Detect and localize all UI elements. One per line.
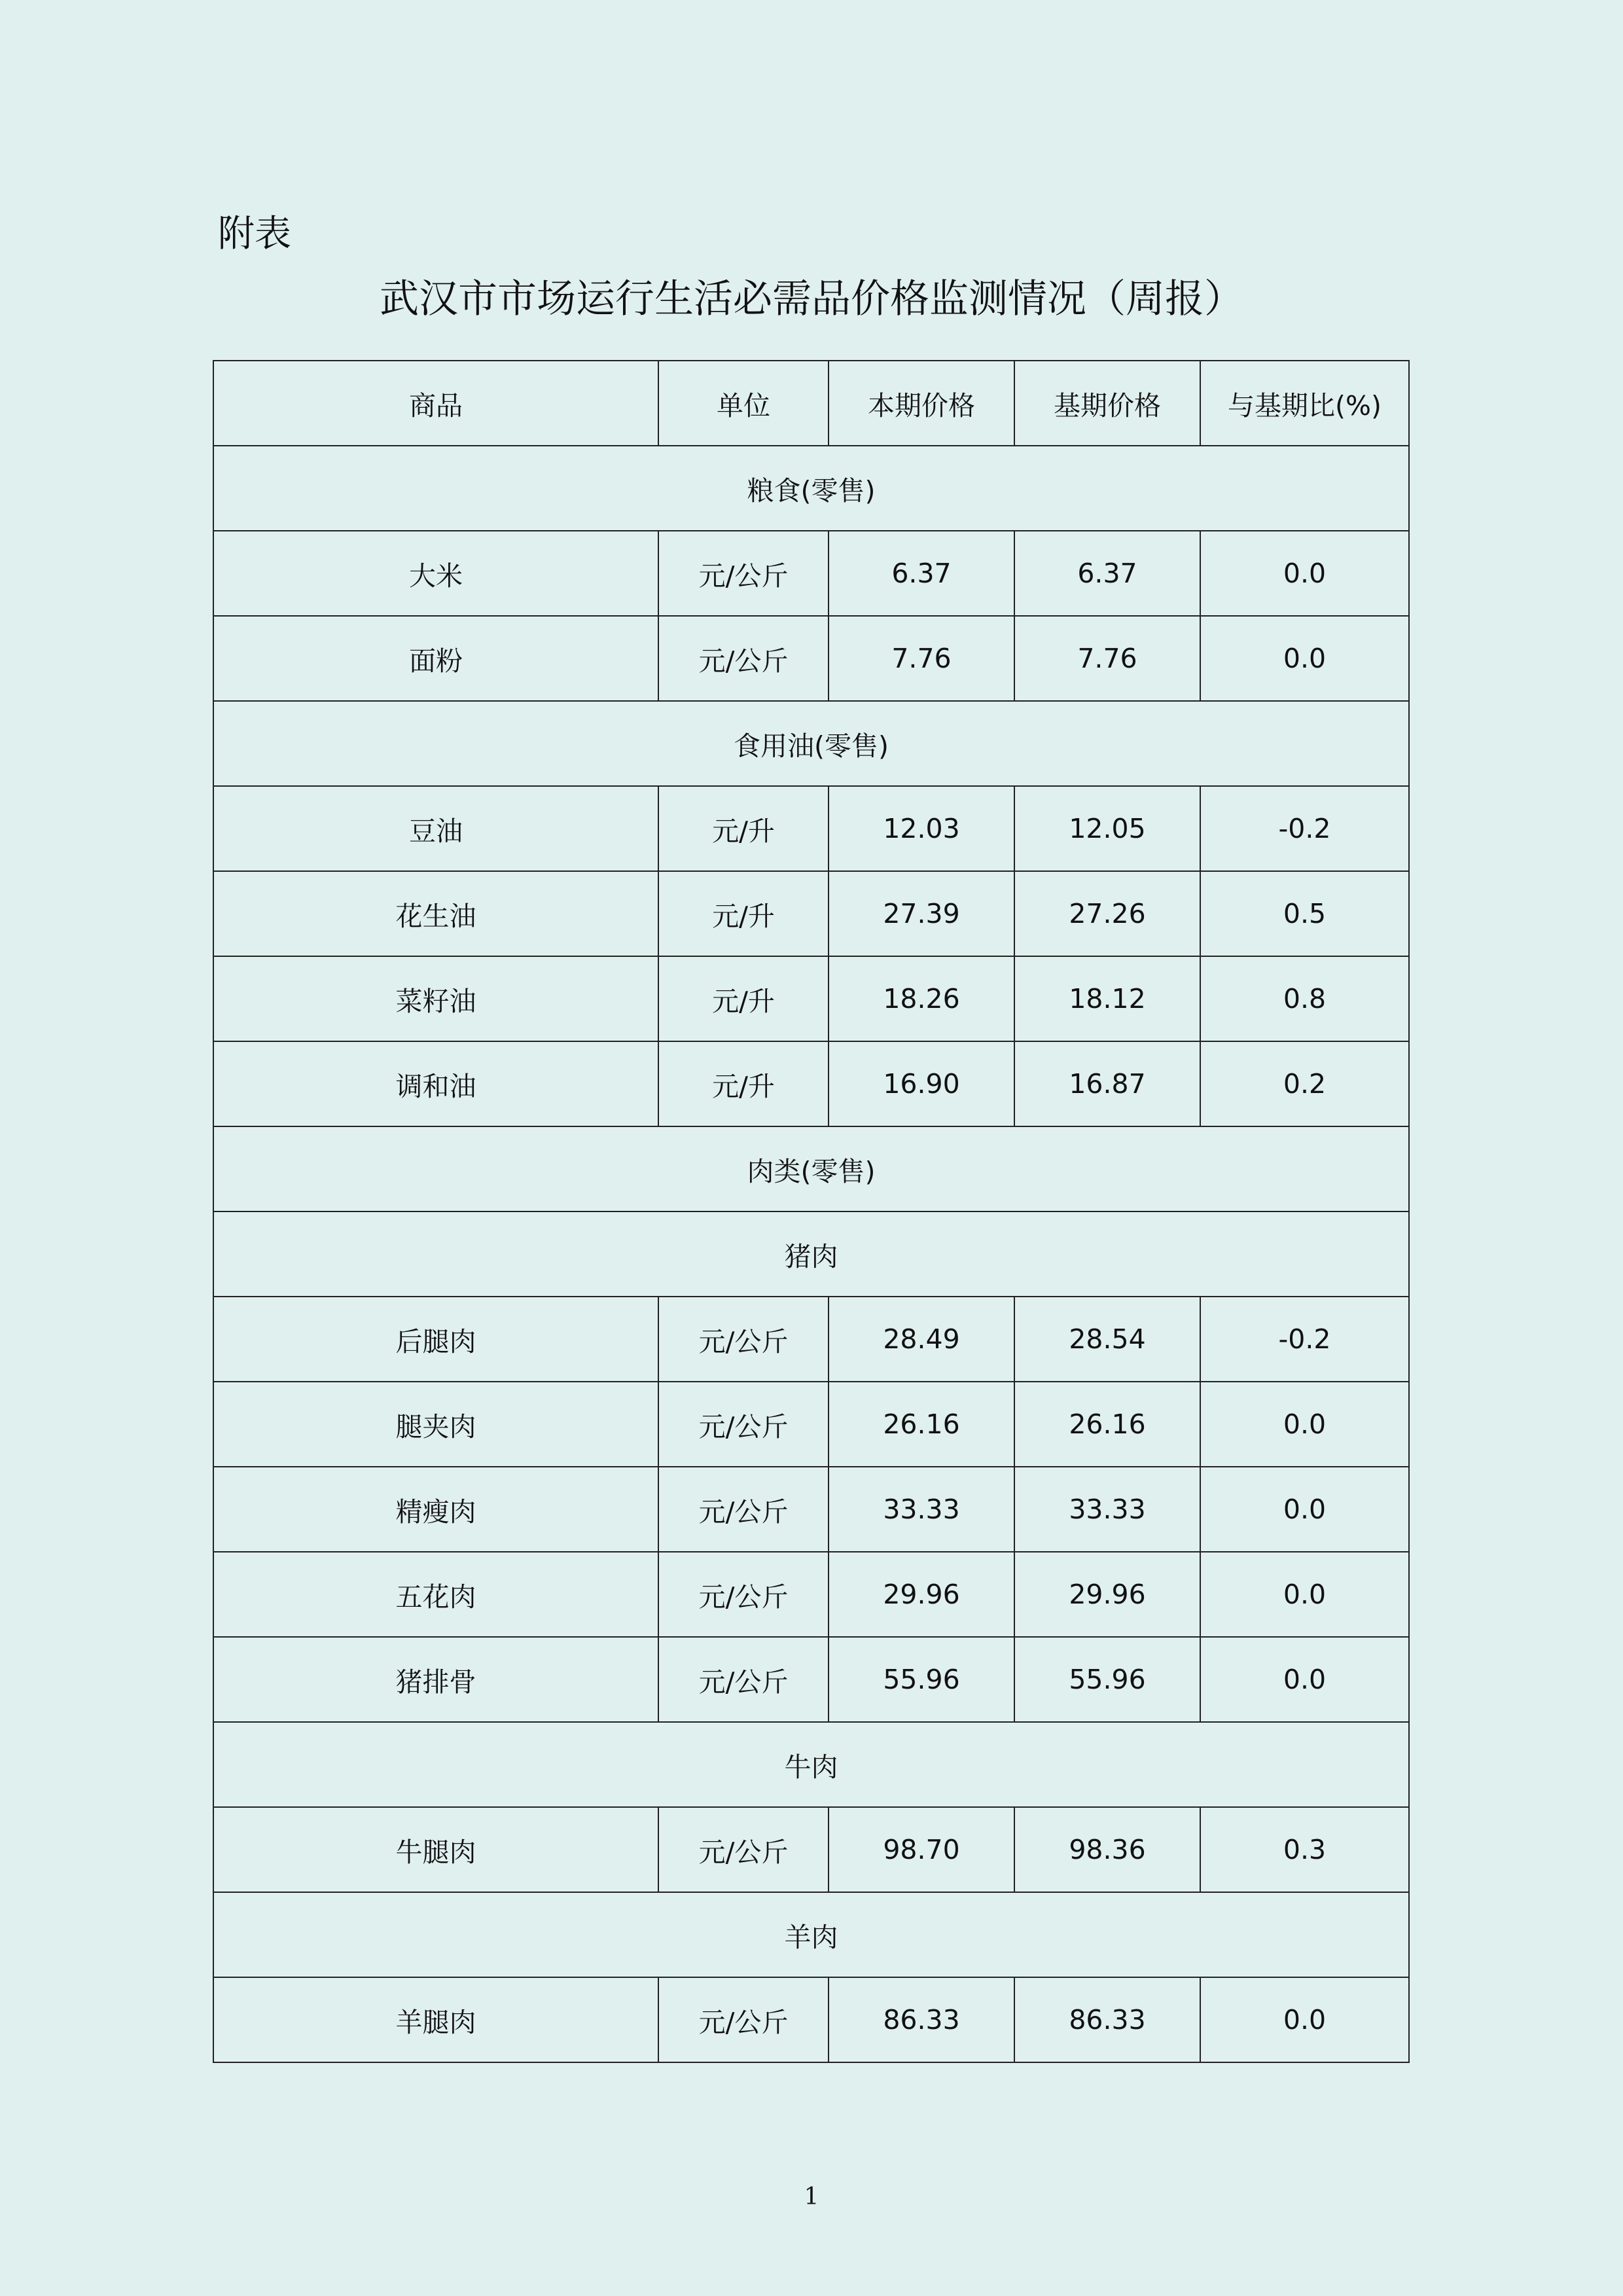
table-row	[213, 786, 1409, 871]
attachment-label: 附表	[218, 213, 291, 255]
category-label: 食用油(零售)	[213, 701, 1409, 786]
cell-change-percent: 0.0	[1200, 1467, 1409, 1552]
cell-change-percent: -0.2	[1200, 1297, 1409, 1382]
document-title: 武汉市市场运行生活必需品价格监测情况（周报）	[380, 276, 1243, 322]
cell-base-price: 12.05	[1014, 786, 1200, 871]
cell-commodity: 牛腿肉	[213, 1807, 658, 1892]
category-row	[213, 1211, 1409, 1297]
cell-base-price: 86.33	[1014, 1977, 1200, 2062]
page-number: 1	[804, 2183, 819, 2210]
cell-base-price: 6.37	[1014, 531, 1200, 616]
table-row	[213, 956, 1409, 1041]
cell-unit: 元/公斤	[658, 1297, 829, 1382]
table-row	[213, 1041, 1409, 1126]
cell-current-price: 98.70	[829, 1807, 1014, 1892]
table-row	[213, 1637, 1409, 1722]
cell-base-price: 29.96	[1014, 1552, 1200, 1637]
cell-change-percent: 0.0	[1200, 1552, 1409, 1637]
category-label: 猪肉	[213, 1211, 1409, 1297]
cell-unit: 元/公斤	[658, 1807, 829, 1892]
cell-base-price: 26.16	[1014, 1382, 1200, 1467]
cell-unit: 元/公斤	[658, 616, 829, 701]
cell-unit: 元/公斤	[658, 1382, 829, 1467]
header-cell-current-price: 本期价格	[829, 361, 1014, 446]
cell-base-price: 18.12	[1014, 956, 1200, 1041]
cell-current-price: 33.33	[829, 1467, 1014, 1552]
table-row	[213, 1977, 1409, 2062]
cell-current-price: 7.76	[829, 616, 1014, 701]
price-table	[213, 360, 1410, 2063]
category-label: 肉类(零售)	[213, 1126, 1409, 1211]
cell-change-percent: -0.2	[1200, 786, 1409, 871]
cell-current-price: 16.90	[829, 1041, 1014, 1126]
cell-change-percent: 0.0	[1200, 531, 1409, 616]
cell-current-price: 86.33	[829, 1977, 1014, 2062]
cell-current-price: 18.26	[829, 956, 1014, 1041]
table-row	[213, 531, 1409, 616]
cell-commodity: 豆油	[213, 786, 658, 871]
cell-commodity: 菜籽油	[213, 956, 658, 1041]
cell-change-percent: 0.3	[1200, 1807, 1409, 1892]
table-row	[213, 871, 1409, 956]
cell-base-price: 16.87	[1014, 1041, 1200, 1126]
category-row	[213, 1126, 1409, 1211]
cell-commodity: 猪排骨	[213, 1637, 658, 1722]
cell-unit: 元/公斤	[658, 1977, 829, 2062]
cell-change-percent: 0.8	[1200, 956, 1409, 1041]
header-cell-change-percent: 与基期比(%)	[1200, 361, 1409, 446]
table-header-row	[213, 361, 1409, 446]
cell-commodity: 腿夹肉	[213, 1382, 658, 1467]
header-cell-base-price: 基期价格	[1014, 361, 1200, 446]
cell-base-price: 55.96	[1014, 1637, 1200, 1722]
price-table-body	[213, 361, 1409, 2062]
cell-base-price: 33.33	[1014, 1467, 1200, 1552]
cell-commodity: 羊腿肉	[213, 1977, 658, 2062]
cell-change-percent: 0.0	[1200, 1382, 1409, 1467]
cell-base-price: 28.54	[1014, 1297, 1200, 1382]
cell-current-price: 26.16	[829, 1382, 1014, 1467]
category-label: 粮食(零售)	[213, 446, 1409, 531]
table-row	[213, 1297, 1409, 1382]
cell-change-percent: 0.0	[1200, 616, 1409, 701]
cell-unit: 元/公斤	[658, 531, 829, 616]
cell-unit: 元/升	[658, 1041, 829, 1126]
cell-unit: 元/公斤	[658, 1467, 829, 1552]
cell-change-percent: 0.0	[1200, 1977, 1409, 2062]
category-row	[213, 446, 1409, 531]
table-row	[213, 616, 1409, 701]
table-row	[213, 1382, 1409, 1467]
cell-unit: 元/升	[658, 871, 829, 956]
cell-commodity: 五花肉	[213, 1552, 658, 1637]
category-label: 牛肉	[213, 1722, 1409, 1807]
cell-current-price: 29.96	[829, 1552, 1014, 1637]
cell-unit: 元/升	[658, 956, 829, 1041]
cell-change-percent: 0.0	[1200, 1637, 1409, 1722]
category-row	[213, 701, 1409, 786]
cell-base-price: 27.26	[1014, 871, 1200, 956]
cell-change-percent: 0.5	[1200, 871, 1409, 956]
cell-unit: 元/公斤	[658, 1552, 829, 1637]
cell-commodity: 后腿肉	[213, 1297, 658, 1382]
category-row	[213, 1722, 1409, 1807]
cell-current-price: 12.03	[829, 786, 1014, 871]
cell-base-price: 7.76	[1014, 616, 1200, 701]
cell-commodity: 大米	[213, 531, 658, 616]
table-row	[213, 1467, 1409, 1552]
cell-commodity: 精瘦肉	[213, 1467, 658, 1552]
cell-current-price: 27.39	[829, 871, 1014, 956]
cell-change-percent: 0.2	[1200, 1041, 1409, 1126]
table-row	[213, 1807, 1409, 1892]
cell-commodity: 面粉	[213, 616, 658, 701]
header-cell-unit: 单位	[658, 361, 829, 446]
cell-current-price: 28.49	[829, 1297, 1014, 1382]
header-cell-commodity: 商品	[213, 361, 658, 446]
cell-commodity: 花生油	[213, 871, 658, 956]
category-label: 羊肉	[213, 1892, 1409, 1977]
cell-current-price: 55.96	[829, 1637, 1014, 1722]
category-row	[213, 1892, 1409, 1977]
cell-base-price: 98.36	[1014, 1807, 1200, 1892]
table-row	[213, 1552, 1409, 1637]
cell-unit: 元/升	[658, 786, 829, 871]
cell-current-price: 6.37	[829, 531, 1014, 616]
cell-unit: 元/公斤	[658, 1637, 829, 1722]
cell-commodity: 调和油	[213, 1041, 658, 1126]
